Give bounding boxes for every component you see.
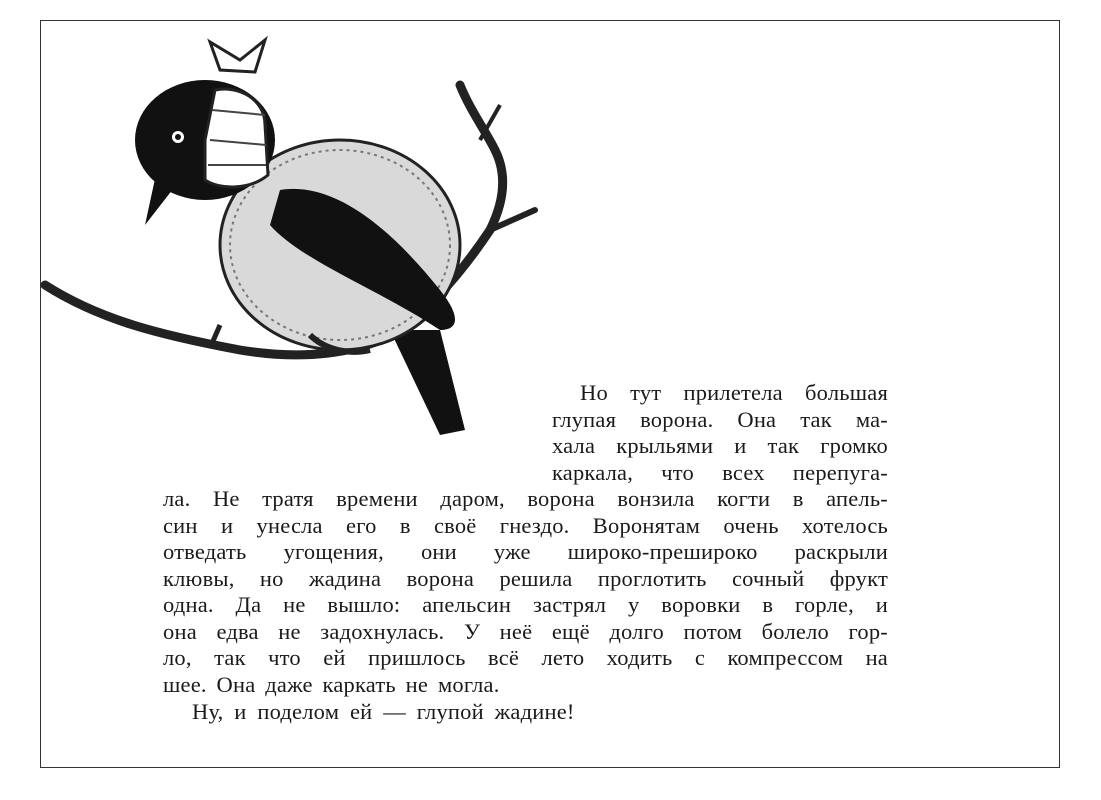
- text-line: ла. Не тратя времени даром, ворона вонзила когти в апель-: [163, 486, 888, 511]
- text-line: ло, так что ей пришлось всё лето ходить с компрессом на: [163, 645, 888, 670]
- text-line: шее. Она даже каркать не могла.: [163, 672, 500, 697]
- text-line: она едва не задохнулась. У неё ещё долго потом болело гор-: [163, 619, 888, 644]
- text-line: клювы, но жадина ворона решила проглотить сочный фрукт: [163, 566, 888, 591]
- text-line: Но тут прилетела большая: [580, 380, 888, 405]
- text-line: глупая ворона. Она так ма-: [552, 407, 888, 432]
- text-line: Ну, и поделом ей — глупой жадине!: [192, 699, 575, 724]
- text-line: син и унесла его в своё гнездо. Воронятам очень хотелось: [163, 513, 888, 538]
- text-line: одна. Да не вышло: апельсин застрял у воровки в горле, и: [163, 592, 888, 617]
- text-line: отведать угощения, они уже широко-прешироко раскрыли: [163, 539, 888, 564]
- crow-illustration: [40, 30, 550, 450]
- text-line: каркала, что всех перепуга-: [552, 460, 888, 485]
- text-line: хала крыльями и так громко: [552, 433, 888, 458]
